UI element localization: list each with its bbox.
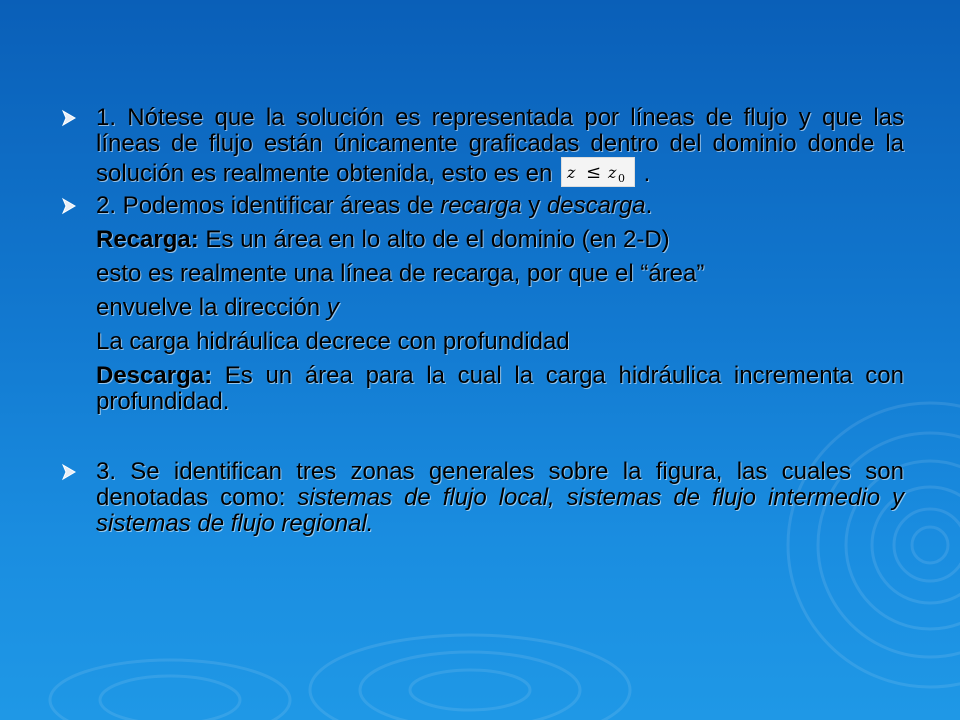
term-recarga: recarga — [440, 192, 522, 219]
recarga-line-4-text: La carga hidráulica decrece con profundidad — [96, 328, 570, 355]
term-descarga: descarga — [546, 192, 646, 219]
paragraph-3 — [60, 459, 904, 537]
paragraph-2-prefix: 2. Podemos identificar áreas de — [96, 192, 441, 219]
recarga-line-4 — [60, 329, 904, 355]
paragraph-3-prefix: 3. Se identifican tres zonas generales sobre la figura, las cuales son denotadas como: — [96, 458, 904, 511]
svg-text:≤: ≤ — [585, 162, 602, 183]
paragraph-1 — [60, 105, 904, 187]
arrow-bullet-icon — [60, 109, 78, 127]
descarga-label: Descarga: — [96, 362, 213, 389]
svg-text:z: z — [607, 163, 617, 182]
arrow-bullet-icon — [60, 197, 78, 215]
variable-y: y — [326, 294, 339, 321]
recarga-line-3 — [60, 295, 904, 321]
recarga-line-3-text: envuelve la dirección — [96, 294, 327, 321]
arrow-bullet-icon — [60, 463, 78, 481]
descarga-paragraph — [60, 363, 904, 415]
descarga-text: Es un área para la cual la carga hidráulica incrementa con profundidad. — [96, 362, 904, 415]
recarga-label: Recarga: — [96, 226, 199, 253]
svg-text:0: 0 — [617, 172, 625, 185]
slide-content — [60, 105, 904, 537]
recarga-line-2-text: esto es realmente una línea de recarga, por que el “área” — [96, 260, 705, 287]
recarga-line-1-text: Es un área en lo alto de el dominio (en 2-D) — [198, 226, 670, 253]
formula-image — [561, 157, 635, 187]
paragraph-1-end: . — [643, 160, 651, 187]
paragraph-2-end: . — [645, 192, 653, 219]
recarga-line-1 — [60, 227, 904, 253]
paragraph-2 — [60, 193, 904, 219]
paragraph-2-mid: y — [521, 192, 547, 219]
recarga-line-2 — [60, 261, 904, 287]
paragraph-1-text: 1. Nótese que la solución es representada por líneas de flujo y que las líneas de flujo están únicamente graficadas dentro del dominio donde la solución es realmente obtenida, esto es en — [96, 104, 904, 187]
paragraph-3-italic: sistemas de flujo local, sistemas de flujo intermedio y sistemas de flujo regional. — [96, 484, 904, 537]
svg-text:z: z — [566, 163, 576, 182]
